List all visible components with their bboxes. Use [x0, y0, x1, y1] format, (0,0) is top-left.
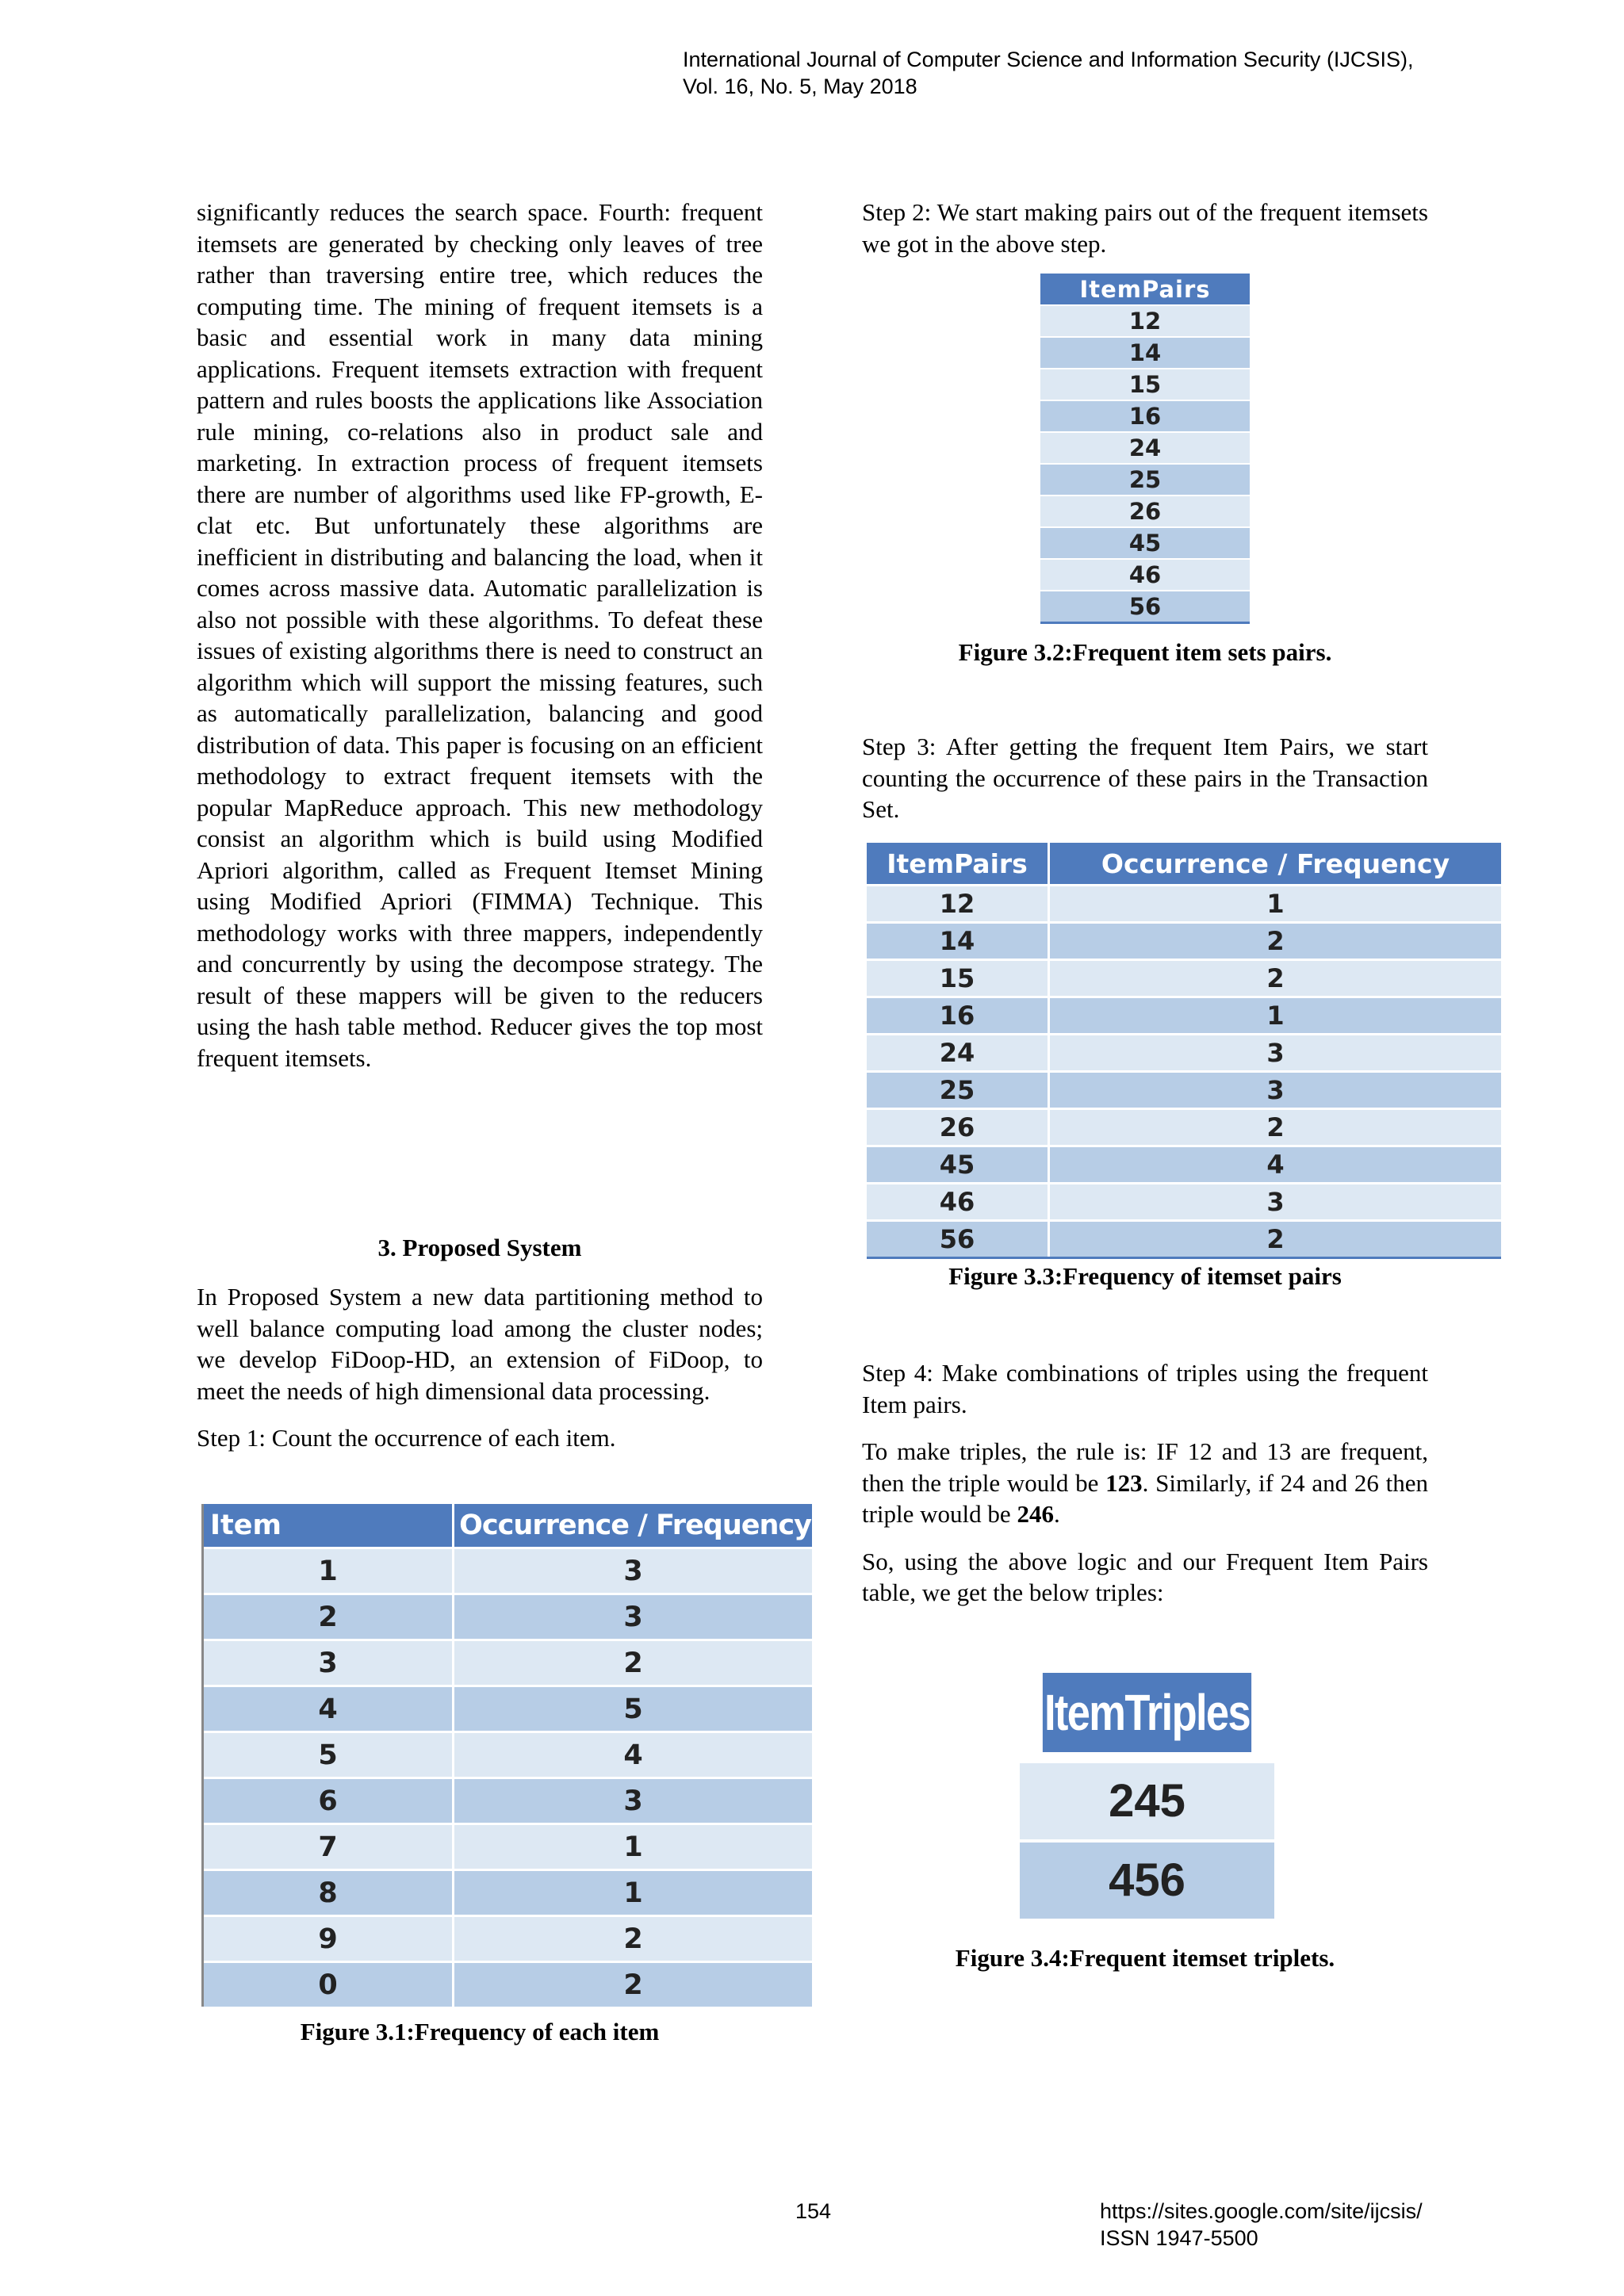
table-row — [867, 996, 1501, 1033]
itempair-cell: 25 — [867, 1070, 1050, 1108]
page-number: 154 — [795, 2199, 832, 2223]
itempair-cell: 24 — [867, 1033, 1050, 1070]
table-row — [1040, 431, 1250, 463]
itempair-cell: 16 — [1040, 400, 1250, 431]
item-triples-table — [1020, 1673, 1274, 1919]
itempair-cell: 45 — [1040, 526, 1250, 558]
table-row — [867, 1182, 1501, 1219]
journal-header-line2: Vol. 16, No. 5, May 2018 — [683, 75, 917, 98]
item-frequency-table — [201, 1504, 812, 2007]
itempair-cell: 25 — [1040, 463, 1250, 495]
item-cell: 6 — [204, 1777, 454, 1823]
table-row — [204, 1915, 812, 1961]
itemtriple-cell: 245 — [1020, 1763, 1274, 1839]
frequency-cell: 2 — [1050, 921, 1501, 959]
body-text: In Proposed System a new data partitioning method to well balance computing load among the cluster nodes; we develop FiDoop-HD, an extension of FiDoop, to meet the needs of high dimensional data processing. — [197, 1283, 763, 1405]
itempair-cell: 46 — [867, 1182, 1050, 1219]
itempair-cell: 15 — [867, 959, 1050, 996]
item-cell: 9 — [204, 1915, 454, 1961]
table-row — [204, 1685, 812, 1731]
body-text: significantly reduces the search space. Fourth: frequent itemsets are generated by checking only leaves of tree rather than traversing entire tree, which reduces the computing time. The mining of frequent itemsets is a basic and essential work in many data mining applications. Frequent itemsets extraction with frequent pattern and rules boosts the applications like Association rule mining, co-relations also in product sale and marketing. In extraction process of frequent itemsets there are number of algorithms used like FP-growth, E-clat etc. But unfortunately these algorithms are inefficient in distributing and balancing the load, when it comes across massive data. Automatic parallelization is also not possible with these algorithms. To defeat these issues of existing algorithms there is need to construct an algorithm which will support the missing features, such as automatically parallelization, balancing and good distribution of data. This paper is focusing on an efficient methodology to extract frequent itemsets with the popular MapReduce approach. This new methodology consist an algorithm which is build using Modified Apriori algorithm, called as Frequent Itemset Mining using Modified Apriori (FIMMA) Technique. This methodology works with three mappers, independently and concurrently by using the decompose strategy. The result of these mappers will be given to the reducers using the hash table method. Reducer gives the top most frequent itemsets. — [197, 198, 763, 1072]
itempair-cell: 16 — [867, 996, 1050, 1033]
step2-paragraph — [862, 197, 1428, 259]
table-row — [867, 921, 1501, 959]
table-row — [1040, 495, 1250, 526]
table-row — [867, 1108, 1501, 1145]
itempair-cell: 14 — [1040, 336, 1250, 368]
step4-paragraphs — [862, 1357, 1428, 1609]
journal-header — [683, 46, 1413, 100]
frequency-cell: 1 — [1050, 884, 1501, 921]
itempair-cell: 15 — [1040, 368, 1250, 400]
step1-text: Step 1: Count the occurrence of each item. — [197, 1424, 616, 1452]
frequency-cell: 2 — [1050, 959, 1501, 996]
step2-text: Step 2: We start making pairs out of the frequent itemsets we got in the above step. — [862, 198, 1428, 258]
frequency-cell: 2 — [454, 1961, 812, 2007]
itemtriple-cell: 456 — [1020, 1843, 1274, 1919]
item-cell: 5 — [204, 1731, 454, 1777]
table-header-frequency: Occurrence / Frequency — [1050, 843, 1501, 884]
table-row — [204, 1639, 812, 1685]
table-header-frequency: Occurrence / Frequency — [454, 1504, 812, 1547]
table-row — [1040, 526, 1250, 558]
triple-rule-text: To make triples, the rule is: IF 12 and 13 are frequent, then the triple would be 123. Similarly, if 24 and 26 then triple would be 246. — [862, 1437, 1428, 1528]
itempair-cell: 56 — [1040, 590, 1250, 622]
frequency-cell: 1 — [454, 1823, 812, 1869]
figure-3-4-caption: Figure 3.4:Frequent itemset triplets. — [955, 1944, 1335, 1972]
item-cell: 2 — [204, 1593, 454, 1639]
footer-url: https://sites.google.com/site/ijcsis/ — [1100, 2199, 1423, 2223]
table-row — [867, 959, 1501, 996]
step3-paragraph — [862, 731, 1428, 825]
item-cell: 0 — [204, 1961, 454, 2007]
left-paragraph-2 — [197, 1281, 763, 1454]
itempair-cell: 12 — [867, 884, 1050, 921]
item-cell: 7 — [204, 1823, 454, 1869]
table-row — [867, 1070, 1501, 1108]
triples-logic-text: So, using the above logic and our Frequent Item Pairs table, we get the below triples: — [862, 1547, 1428, 1606]
frequency-cell: 2 — [454, 1915, 812, 1961]
frequency-cell: 4 — [454, 1731, 812, 1777]
item-cell: 8 — [204, 1869, 454, 1915]
frequency-cell: 3 — [454, 1593, 812, 1639]
table-row — [1040, 304, 1250, 336]
frequency-cell: 2 — [1050, 1219, 1501, 1257]
itempair-cell: 24 — [1040, 431, 1250, 463]
frequency-cell: 4 — [1050, 1145, 1501, 1182]
table-header-itempairs: ItemPairs — [1040, 274, 1250, 304]
frequency-cell: 1 — [1050, 996, 1501, 1033]
section-heading: 3. Proposed System — [377, 1234, 582, 1261]
table-row — [204, 1961, 812, 2007]
left-paragraph-1 — [197, 197, 763, 1073]
itempair-cell: 26 — [867, 1108, 1050, 1145]
table-row — [867, 1145, 1501, 1182]
table-row — [204, 1547, 812, 1593]
itempair-cell: 12 — [1040, 304, 1250, 336]
table-row — [1040, 463, 1250, 495]
itempair-cell: 46 — [1040, 558, 1250, 590]
table-row — [204, 1869, 812, 1915]
table-header-itemtriples: ItemTriples — [1043, 1673, 1251, 1752]
table-row — [1040, 400, 1250, 431]
step3-text: Step 3: After getting the frequent Item Pairs, we start counting the occurrence of these pairs in the Transaction Set. — [862, 733, 1428, 823]
itempair-cell: 56 — [867, 1219, 1050, 1257]
table-row — [1040, 558, 1250, 590]
table-row — [204, 1823, 812, 1869]
frequency-cell: 3 — [1050, 1070, 1501, 1108]
table-row — [1040, 590, 1250, 622]
item-pairs-table — [1040, 274, 1250, 624]
table-header-item: Item — [204, 1504, 454, 1547]
journal-header-line1: International Journal of Computer Science and Information Security (IJCSIS), — [683, 48, 1414, 71]
table-row — [867, 1033, 1501, 1070]
frequency-cell: 2 — [1050, 1108, 1501, 1145]
item-cell: 4 — [204, 1685, 454, 1731]
frequency-cell: 3 — [1050, 1182, 1501, 1219]
item-cell: 3 — [204, 1639, 454, 1685]
table-row — [204, 1593, 812, 1639]
frequency-cell: 5 — [454, 1685, 812, 1731]
figure-3-2-caption: Figure 3.2:Frequent item sets pairs. — [958, 638, 1332, 666]
triple-example-1: 123 — [1105, 1468, 1143, 1497]
frequency-cell: 1 — [454, 1869, 812, 1915]
table-row — [867, 884, 1501, 921]
frequency-cell: 3 — [1050, 1033, 1501, 1070]
table-row — [204, 1777, 812, 1823]
table-row — [204, 1731, 812, 1777]
step4-text: Step 4: Make combinations of triples using the frequent Item pairs. — [862, 1359, 1428, 1418]
frequency-cell: 2 — [454, 1639, 812, 1685]
table-row — [867, 1219, 1501, 1257]
frequency-cell: 3 — [454, 1777, 812, 1823]
footer-issn: ISSN 1947-5500 — [1100, 2226, 1258, 2250]
pair-frequency-table — [867, 843, 1501, 1259]
table-row — [1040, 368, 1250, 400]
triple-example-2: 246 — [1017, 1500, 1054, 1528]
figure-3-1-caption: Figure 3.1:Frequency of each item — [300, 2018, 660, 2045]
figure-3-3-caption: Figure 3.3:Frequency of itemset pairs — [948, 1262, 1342, 1290]
table-row — [1040, 336, 1250, 368]
footer-info — [1100, 2198, 1423, 2252]
itempair-cell: 14 — [867, 921, 1050, 959]
item-cell: 1 — [204, 1547, 454, 1593]
table-header-itempairs: ItemPairs — [867, 843, 1050, 884]
itempair-cell: 45 — [867, 1145, 1050, 1182]
itempair-cell: 26 — [1040, 495, 1250, 526]
frequency-cell: 3 — [454, 1547, 812, 1593]
